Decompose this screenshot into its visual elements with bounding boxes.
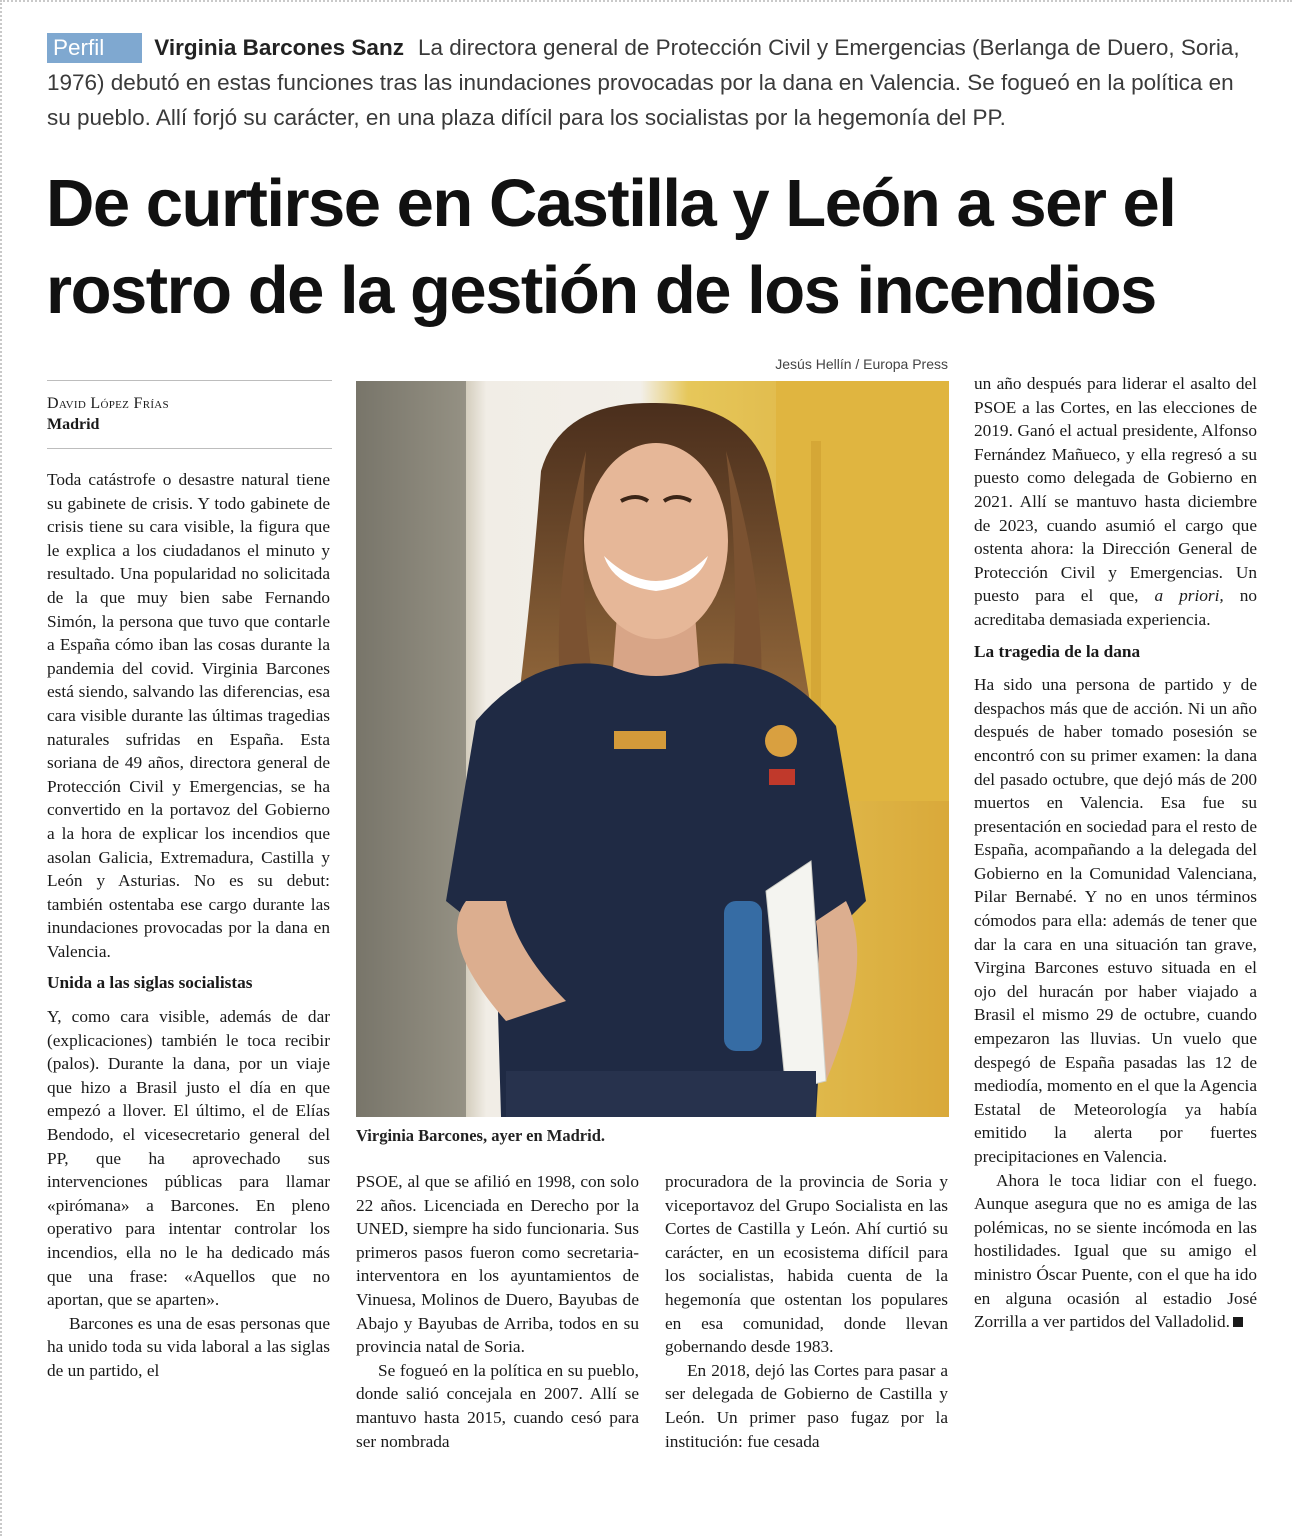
subheading: La tragedia de la dana [974, 641, 1141, 661]
article-photo [356, 381, 949, 1117]
paragraph-text: no acreditaba demasiada experiencia. [974, 586, 1257, 629]
paragraph-text: Ahora le toca lidiar con el fuego. Aunque asegura que no es amiga de las polémicas, no se siente incómoda en las hostilidades. Igual que su amigo el ministro Óscar Puente, con el que ha ido en alguna ocasión al estadio José Zorrilla a ver partidos del Valladolid. [974, 1170, 1257, 1332]
portrait-illustration [356, 381, 949, 1117]
paragraph [974, 372, 1257, 632]
byline-divider [47, 448, 332, 449]
article-column-4 [974, 372, 1257, 1334]
profile-name: Virginia Barcones Sanz [154, 35, 404, 60]
photo-caption: Virginia Barcones, ayer en Madrid. [356, 1126, 606, 1145]
article-column-2 [356, 1170, 639, 1453]
italic-phrase: a priori, [1154, 586, 1224, 606]
profile-strip [47, 30, 1259, 135]
headline [46, 160, 1266, 334]
byline-author: David López Frías [47, 395, 169, 412]
paragraph-text: un año después para liderar el asalto del PSOE a las Cortes, en las elecciones de 2019. Ganó el actual presidente, Alfonso Fernández Mañueco, y ella regresó a su puesto como delegada de Gobierno en 2021. Allí se mantuvo hasta diciembre de 2023, cuando asumió el cargo que ostenta ahora: la Dirección General de Protección Civil y Emergencias. Un puesto para el que, [974, 374, 1257, 606]
paragraph: procuradora de la provincia de Soria y viceportavoz del Grupo Socialista en las Cortes de Castilla y León. Ahí curtió su carácter, en un ecosistema difícil para los socialistas, habida cuenta de la hegemonía que ostentan los populares en esa comunidad, donde llevan gobernando desde 1983. [665, 1172, 948, 1357]
section-tag: Perfil [47, 33, 142, 63]
page-left-border [0, 0, 2, 1536]
paragraph: Se fogueó en la política en su pueblo, donde salió concejala en 2007. Allí se mantuvo hasta 2015, cuando cesó para ser nombrada [356, 1360, 639, 1451]
article-column-1 [47, 468, 330, 1383]
paragraph [974, 1169, 1257, 1334]
article-column-3 [665, 1170, 948, 1453]
paragraph: Ha sido una persona de partido y de despachos más que de acción. Ni un año después de haber tomado posesión se encontró con su primer examen: la dana del pasado octubre, que dejó más de 200 muertos en Valencia. Esa fue su presentación en sociedad para el resto de España, acompañando a la delegada del Gobierno en la Comunidad Valenciana, Pilar Bernabé. Y no en unos términos cómodos para ella: además de tener que dar la cara en una situación tan grave, Virgina Barcones estuvo situada en el ojo del huracán por haber viajado a Brasil el mismo 29 de octubre, cuando empezaron las lluvias. Un vuelo que despegó de España pasadas las 12 de mediodía, momento en el que la Agencia Estatal de Meteorología ya había emitido la alerta por fuertes precipitaciones en Valencia. [974, 675, 1257, 1166]
paragraph: Barcones es una de esas personas que ha unido toda su vida laboral a las siglas de un partido, el [47, 1313, 330, 1380]
page-top-border [0, 0, 1292, 2]
paragraph: Toda catástrofe o desastre natural tiene su gabinete de crisis. Y todo gabinete de crisis tiene su cara visible, la figura que le explica a los ciudadanos el minuto y resultado. Una popularidad no solicitada de la que muy bien sabe Fernando Simón, la persona que tuvo que contarle a España cómo iban las cosas durante la pandemia del covid. Virginia Barcones está siendo, salvando las diferencias, esa cara visible durante las últimas tragedias naturales sufridas en España. Esta soriana de 49 años, directora general de Protección Civil y Emergencias, se ha convertido en la portavoz del Gobierno a la hora de explicar los incendios que asolan Galicia, Extremadura, Castilla y León y Asturias. No es su debut: también ostentaba ese cargo durante las inundaciones provocadas por la dana en Valencia. [47, 470, 330, 961]
photo-credit: Jesús Hellín / Europa Press [775, 356, 948, 372]
byline [47, 380, 332, 435]
headline-line-1: De curtirse en Castilla y León a ser el [46, 166, 1176, 241]
paragraph: PSOE, al que se afilió en 1998, con solo 22 años. Licenciada en Derecho por la UNED, siempre ha sido funcionaria. Sus primeros pasos fueron como secretaria-interventora en los ayuntamientos de Vinuesa, Molinos de Duero, Bayubas de Abajo y Bayubas de Arriba, todos en su provincia natal de Soria. [356, 1172, 639, 1357]
paragraph: Y, como cara visible, además de dar (explicaciones) también le toca recibir (palos). Durante la dana, por un viaje que hizo a Brasil justo el día en que empezó a llover. El último, el de Elías Bendodo, el vicesecretario general del PP, que ha aprovechado sus intervenciones públicas para llamar «pirómana» a Barcones. En pleno operativo para intentar controlar los incendios, ella no le ha dedicado más que una frase: «Aquellos que no aportan, que se aparten». [47, 1007, 330, 1310]
byline-city: Madrid [47, 416, 100, 433]
profile-summary: La directora general de Protección Civil y Emergencias (Berlanga de Duero, Soria, 1976) debutó en estas funciones tras las inundaciones provocadas por la dana en Valencia. Se fogueó en la política en su pueblo. Allí forjó su carácter, en una plaza difícil para los socialistas por la hegemonía del PP. [47, 35, 1240, 130]
paragraph: En 2018, dejó las Cortes para pasar a ser delegada de Gobierno de Castilla y León. Un primer paso fugaz por la institución: fue cesada [665, 1360, 948, 1451]
headline-line-2: rostro de la gestión de los incendios [46, 253, 1156, 328]
subheading: Unida a las siglas socialistas [47, 973, 253, 993]
end-of-article-mark [1233, 1317, 1243, 1327]
